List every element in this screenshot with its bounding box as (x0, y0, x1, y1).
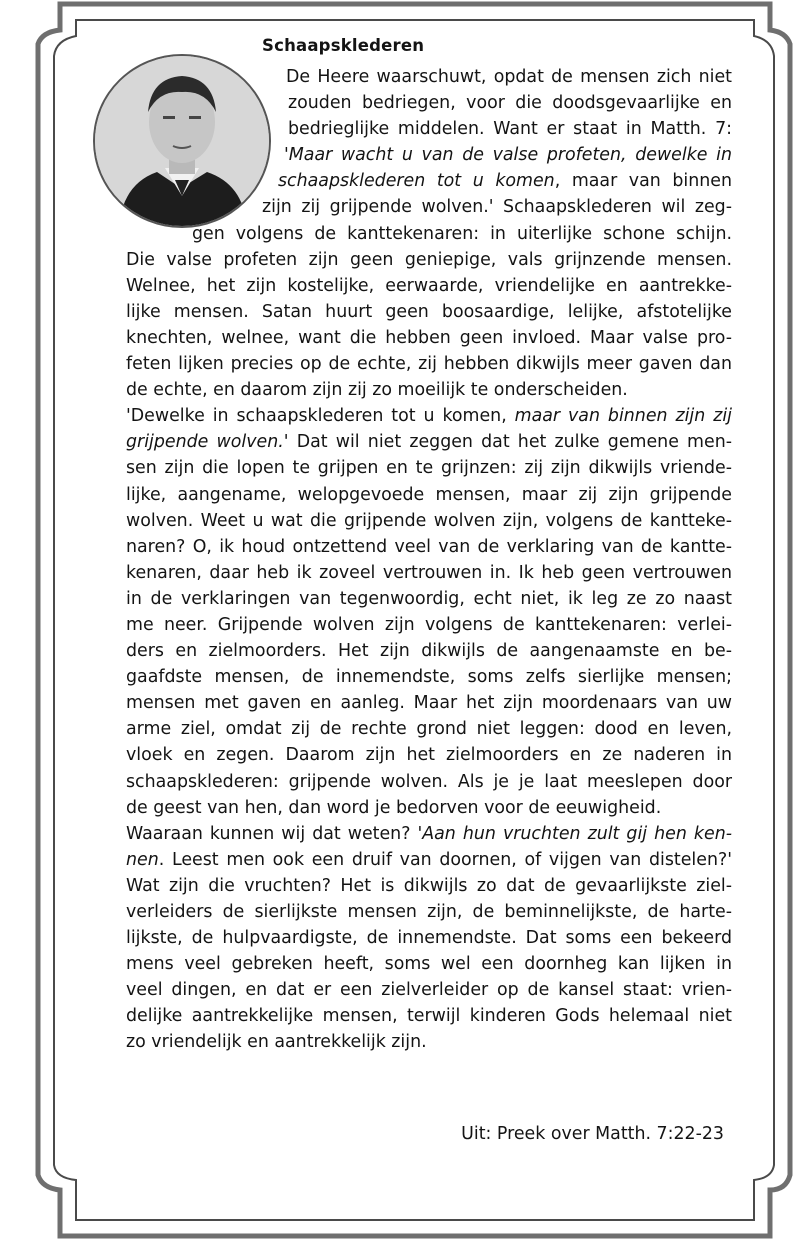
text-line (126, 116, 732, 142)
text-segment: mensen met gaven en aanleg. Maar het zijn moordenaars van uw (126, 693, 732, 714)
text-segment: gaafdste mensen, de innemendste, soms zelfs sierlijke mensen; (126, 667, 732, 688)
text-segment: Wat zijn die vruchten? Het is dikwijls zo dat de gevaarlijkste ziel- (126, 875, 732, 896)
text-line (126, 586, 732, 612)
text-segment: me neer. Grijpende wolven zijn volgens de kanttekenaren: verlei- (126, 614, 732, 635)
text-segment: , maar van binnen (554, 171, 732, 192)
text-line (126, 899, 732, 925)
text-line (126, 742, 732, 768)
text-segment: verleiders de sierlijkste mensen zijn, de beminnelijkste, de harte- (126, 902, 732, 922)
text-line (126, 612, 732, 638)
text-segment: vloek en zegen. Daarom zijn het zielmoorders en ze naderen in (126, 745, 732, 766)
italic-quote: maar van binnen zijn zij (514, 406, 732, 427)
text-line (126, 221, 732, 247)
text-segment: mens veel gebreken heeft, soms wel een doornheg kan lijken in (126, 954, 732, 975)
text-segment: knechten, welnee, want die hebben geen invloed. Maar valse pro- (126, 327, 732, 348)
text-line (126, 560, 732, 586)
text-line (126, 142, 732, 168)
text-segment: zijn zij grijpende wolven.' Schaapsklederen wil zeg- (262, 197, 732, 218)
italic-quote: 'Maar wacht u van de valse profeten, dewelke in (284, 145, 732, 166)
text-line (126, 64, 732, 90)
text-line (126, 247, 732, 273)
text-segment: Welnee, het zijn kostelijke, eerwaarde, vriendelijke en aantrekke- (126, 275, 732, 296)
text-segment: wolven. Weet u wat die grijpende wolven zijn, volgens de kantteke- (126, 510, 732, 531)
text-segment: lijke mensen. Satan huurt geen boosaardige, lelijke, afstotelijke (126, 301, 732, 322)
text-segment: bedrieglijke middelen. Want er staat in Matth. 7: (288, 119, 732, 140)
text-segment: arme ziel, omdat zij de rechte grond niet leggen: dood en leven, (126, 719, 732, 740)
text-line (126, 325, 732, 351)
text-line (126, 351, 732, 377)
text-line (126, 534, 732, 560)
text-line (126, 508, 732, 534)
source-citation: Uit: Preek over Matth. 7:22-23 (461, 1124, 724, 1144)
text-segment: zouden bedriegen, voor die doodsgevaarlijke en (288, 93, 732, 114)
text-segment: Die valse profeten zijn geen geniepige, vals grijnzende mensen. (126, 249, 732, 270)
text-line (126, 951, 732, 977)
italic-quote: grijpende wolven. (126, 432, 284, 453)
text-segment: zo vriendelijk en aantrekkelijk zijn. (126, 1032, 427, 1053)
text-segment: . Leest men ook een druif van doornen, of vijgen van distelen?' (158, 849, 732, 870)
text-line (126, 1003, 732, 1029)
text-line (126, 821, 732, 847)
text-line (126, 638, 732, 664)
text-segment: naren? O, ik houd ontzettend veel van de verklaring van de kantte- (126, 536, 732, 557)
text-line (126, 429, 732, 455)
text-segment: kenaren, daar heb ik zoveel vertrouwen in. Ik heb geen vertrouwen (126, 562, 732, 583)
article-body (126, 64, 732, 1056)
text-line (126, 194, 732, 220)
text-line (126, 168, 732, 194)
text-segment: lijke, aangename, welopgevoede mensen, maar zij zijn grijpende (126, 484, 732, 505)
text-segment: De Heere waarschuwt, opdat de mensen zich niet (286, 67, 732, 87)
text-line (126, 403, 732, 429)
text-segment: ' Dat wil niet zeggen dat het zulke gemene men- (283, 432, 732, 453)
text-segment: gen volgens de kanttekenaren: in uiterlijke schone schijn. (192, 223, 732, 244)
text-segment: de geest van hen, dan word je bedorven voor de eeuwigheid. (126, 797, 662, 818)
text-line (126, 455, 732, 481)
text-line (126, 90, 732, 116)
text-segment: delijke aantrekkelijke mensen, terwijl kinderen Gods helemaal niet (126, 1006, 732, 1027)
text-line (126, 977, 732, 1003)
text-line (126, 925, 732, 951)
text-line (126, 273, 732, 299)
text-line (126, 873, 732, 899)
article-title: Schaapsklederen (262, 36, 425, 55)
text-segment: de echte, en daarom zijn zij zo moeilijk te onderscheiden. (126, 380, 628, 401)
italic-quote: 'Aan hun vruchten zult gij hen ken- (417, 823, 732, 844)
text-segment: sen zijn die lopen te grijpen en te grijnzen: zij zijn dikwijls vriende- (126, 458, 732, 479)
text-line (126, 795, 732, 821)
italic-quote: schaapsklederen tot u komen (278, 171, 555, 192)
text-segment: veel dingen, en dat er een zielverleider op de kansel staat: vrien- (126, 980, 732, 1001)
text-line (126, 690, 732, 716)
text-line (126, 769, 732, 795)
text-line (126, 847, 732, 873)
text-line (126, 664, 732, 690)
text-line (126, 1029, 732, 1055)
text-segment: Waaraan kunnen wij dat weten? (126, 823, 418, 844)
italic-quote: nen (126, 849, 159, 870)
text-segment: ders en zielmoorders. Het zijn dikwijls de aangenaamste en be- (126, 641, 732, 662)
text-line (126, 299, 732, 325)
text-segment: lijkste, de hulpvaardigste, de innemendste. Dat soms een bekeerd (126, 928, 732, 949)
text-segment: schaapsklederen: grijpende wolven. Als je je laat meeslepen door (126, 771, 732, 792)
text-segment: in de verklaringen van tegenwoordig, echt niet, ik leg ze zo naast (126, 588, 732, 609)
text-line (126, 377, 732, 403)
text-segment: 'Dewelke in schaapsklederen tot u komen, (126, 406, 515, 427)
text-line (126, 482, 732, 508)
text-segment: feten lijken precies op de echte, zij hebben dikwijls meer gaven dan (126, 354, 732, 375)
text-line (126, 716, 732, 742)
